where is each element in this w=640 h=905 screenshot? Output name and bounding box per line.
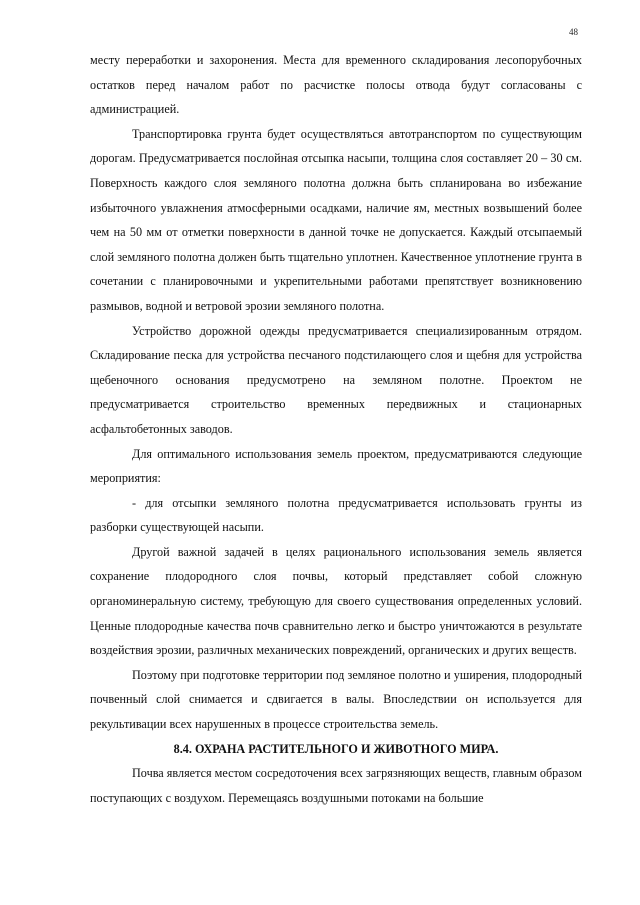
paragraph-soil-transport: Транспортировка грунта будет осуществляться автотранспортом по существующим дорогам. Предусматривается послойная отсыпка насыпи, толщина слоя составляет 20 – 30 см. Поверхность каждого слоя земляного полотна должна быть спланирована во избежание избыточного увлажнения атмосферными осадками, наличие ям, местных возвышений более чем на 50 мм от отметки поверхности в данной точке не допускается. Каждый отсыпаемый слой земляного полотна должен быть тщательно уплотнен. Качественное уплотнение грунта в сочетании с планировочными и укрепительными работами препятствует возникновению размывов, водной и ветровой эрозии земляного полотна. — [90, 126, 582, 313]
page-number: 48 — [569, 27, 578, 37]
paragraph-land-use-measures: Для оптимального использования земель проектом, предусматриваются следующие мероприятия: — [90, 446, 582, 486]
paragraph-waste-disposal: месту переработки и захоронения. Места для временного складирования лесопорубочных остатков перед началом работ по расчистке полосы отвода будут согласованы с администрацией. — [90, 53, 582, 117]
paragraph-soil-pollution: Почва является местом сосредоточения всех загрязняющих веществ, главным образом поступающих с воздухом. Перемещаясь воздушными потоками на большие — [90, 766, 582, 805]
paragraph-road-pavement: Устройство дорожной одежды предусматривается специализированным отрядом. Складирование песка для устройства песчаного подстилающего слоя и щебня для устройства щебеночного основания предусмотрено на земляном полотне. Проектом не предусматривается строительство временных передвижных и стационарных асфальтобетонных заводов. — [90, 323, 582, 436]
section-heading: 8.4. ОХРАНА РАСТИТЕЛЬНОГО И ЖИВОТНОГО МИРА. — [173, 741, 499, 756]
paragraph-topsoil-removal: Поэтому при подготовке территории под земляное полотно и уширения, плодородный почвенный слой снимается и сдвигается в валы. Впоследствии он используется для рекультивации всех нарушенных в процессе строительства земель. — [90, 667, 582, 732]
list-item-embankment-soil: - для отсыпки земляного полотна предусматривается использовать грунты из разборки существующей насыпи. — [90, 495, 582, 535]
paragraph-fertile-layer: Другой важной задачей в целях рационального использования земель является сохранение плодородного слоя почвы, который представляет собой сложную органоминеральную систему, требующую для своего существования определенных условий. Ценные плодородные качества почв сравнительно легко и быстро уничтожаются в результате воздействия эрозии, различных механических повреждений, органических и других веществ. — [90, 544, 582, 658]
document-body — [90, 48, 582, 810]
